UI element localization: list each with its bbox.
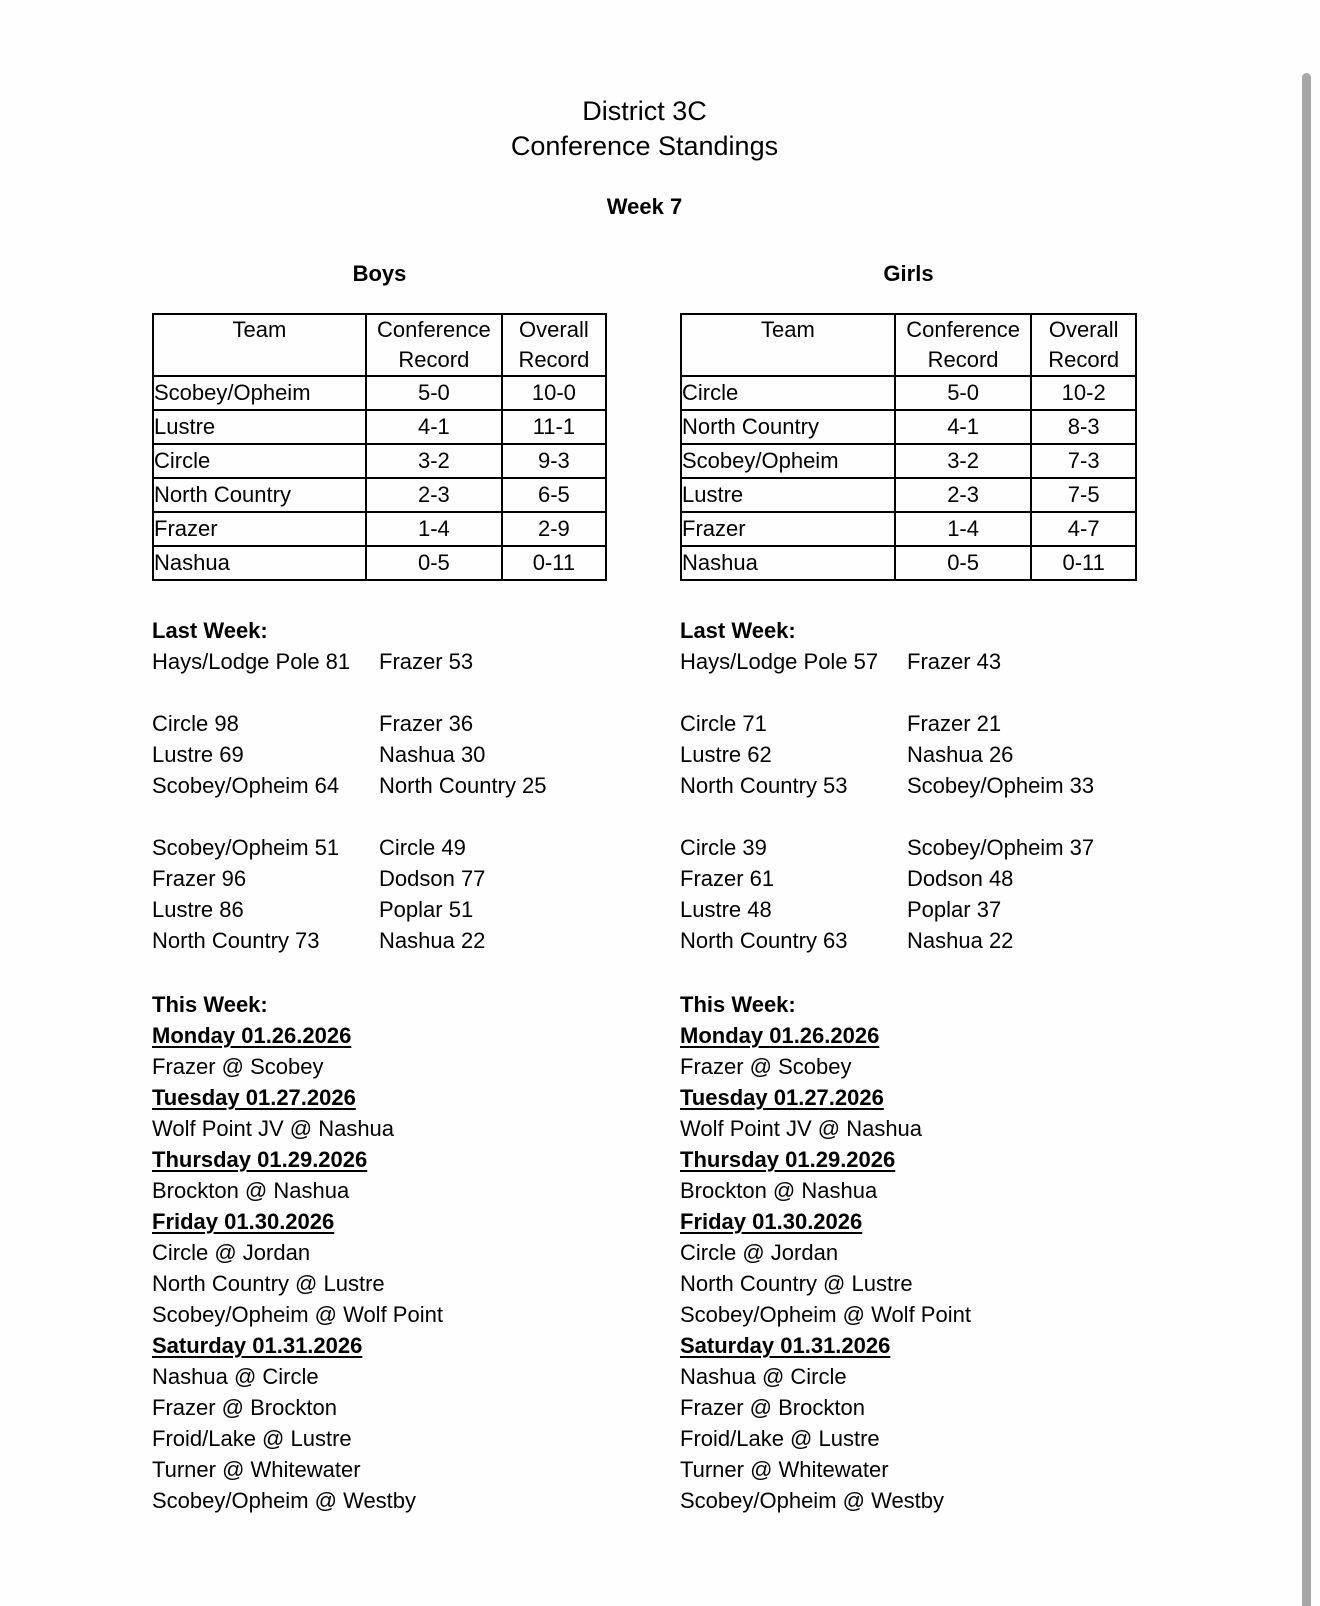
two-column-layout <box>152 258 1137 1516</box>
column-header-conference-record: Conference Record <box>366 314 502 376</box>
game-result <box>152 925 607 956</box>
team-name: North Country <box>153 478 366 512</box>
result-team-b: Nashua 30 <box>379 742 486 767</box>
boys-heading: Boys <box>352 261 407 286</box>
schedule-date: Monday 01.26.2026 <box>680 1023 880 1048</box>
overall-record: 7-3 <box>1031 444 1136 478</box>
result-team-b: Dodson 77 <box>379 866 486 891</box>
schedule-date: Friday 01.30.2026 <box>680 1209 863 1234</box>
overall-record: 10-0 <box>502 376 606 410</box>
game-result <box>680 770 1137 801</box>
overall-record: 11-1 <box>502 410 606 444</box>
result-team-b: Nashua 22 <box>379 928 486 953</box>
table-row <box>153 478 606 512</box>
game-result <box>680 739 1137 770</box>
team-name: Nashua <box>681 546 895 580</box>
schedule-date: Thursday 01.29.2026 <box>680 1147 896 1172</box>
spacer <box>680 677 1137 708</box>
conference-record: 1-4 <box>895 512 1032 546</box>
overall-record: 8-3 <box>1031 410 1136 444</box>
result-team-b: Frazer 53 <box>379 649 474 674</box>
column-header-overall-record: Overall Record <box>502 314 606 376</box>
schedule-date: Saturday 01.31.2026 <box>680 1333 891 1358</box>
overall-record: 4-7 <box>1031 512 1136 546</box>
table-header-row <box>681 314 1136 376</box>
scrollbar-thumb[interactable] <box>1302 73 1311 1606</box>
title-block <box>152 94 1137 164</box>
conference-record: 4-1 <box>895 410 1032 444</box>
schedule-game: Froid/Lake @ Lustre <box>680 1426 880 1451</box>
game-result <box>680 925 1137 956</box>
result-team-a: Scobey/Opheim 64 <box>152 773 340 798</box>
schedule-game: Frazer @ Scobey <box>152 1054 324 1079</box>
result-team-a: North Country 63 <box>680 928 848 953</box>
overall-record: 0-11 <box>1031 546 1136 580</box>
result-team-b: Frazer 21 <box>907 711 1002 736</box>
team-name: Circle <box>681 376 895 410</box>
game-result <box>152 739 607 770</box>
schedule-game: Circle @ Jordan <box>152 1240 311 1265</box>
schedule-date: Thursday 01.29.2026 <box>152 1147 368 1172</box>
spacer <box>152 677 607 708</box>
team-name: North Country <box>681 410 895 444</box>
conference-record: 3-2 <box>366 444 502 478</box>
schedule-date: Tuesday 01.27.2026 <box>152 1085 356 1110</box>
schedule-game: Nashua @ Circle <box>152 1364 319 1389</box>
spacer <box>680 801 1137 832</box>
result-team-b: Nashua 26 <box>907 742 1014 767</box>
result-team-b: Nashua 22 <box>907 928 1014 953</box>
table-row <box>153 444 606 478</box>
game-result <box>152 646 607 677</box>
overall-record: 7-5 <box>1031 478 1136 512</box>
schedule-date: Monday 01.26.2026 <box>152 1023 352 1048</box>
schedule-game: North Country @ Lustre <box>680 1271 913 1296</box>
game-result <box>680 708 1137 739</box>
table-row <box>681 444 1136 478</box>
game-result <box>680 832 1137 863</box>
table-row <box>681 376 1136 410</box>
table-header-row <box>153 314 606 376</box>
table-row <box>681 478 1136 512</box>
schedule-game: Brockton @ Nashua <box>680 1178 878 1203</box>
week-label: Week 7 <box>606 194 683 219</box>
conference-record: 2-3 <box>895 478 1032 512</box>
result-team-b: Scobey/Opheim 37 <box>907 835 1095 860</box>
last-week-section <box>152 615 607 956</box>
result-team-a: Lustre 48 <box>680 897 772 922</box>
last-week-label: Last Week: <box>152 618 268 643</box>
schedule-game: Circle @ Jordan <box>680 1240 839 1265</box>
schedule-game: Scobey/Opheim @ Westby <box>680 1488 945 1513</box>
result-team-b: Poplar 51 <box>379 897 474 922</box>
result-team-a: Lustre 69 <box>152 742 244 767</box>
result-team-a: Circle 39 <box>680 835 767 860</box>
page-subtitle: Conference Standings <box>510 131 779 161</box>
team-name: Nashua <box>153 546 366 580</box>
result-team-b: Frazer 43 <box>907 649 1002 674</box>
game-result <box>152 894 607 925</box>
result-team-b: Dodson 48 <box>907 866 1014 891</box>
column-header-team: Team <box>153 314 366 376</box>
schedule-game: Turner @ Whitewater <box>680 1457 889 1482</box>
table-row <box>153 410 606 444</box>
last-week-section <box>680 615 1137 956</box>
team-name: Frazer <box>153 512 366 546</box>
result-team-a: North Country 53 <box>680 773 848 798</box>
overall-record: 10-2 <box>1031 376 1136 410</box>
result-team-b: Poplar 37 <box>907 897 1002 922</box>
conference-record: 3-2 <box>895 444 1032 478</box>
result-team-a: Circle 71 <box>680 711 767 736</box>
schedule-game: Nashua @ Circle <box>680 1364 847 1389</box>
boys-column <box>152 258 607 1516</box>
schedule-game: Frazer @ Brockton <box>152 1395 337 1420</box>
last-week-label: Last Week: <box>680 618 796 643</box>
schedule-game: Frazer @ Scobey <box>680 1054 852 1079</box>
conference-record: 4-1 <box>366 410 502 444</box>
schedule-game: Scobey/Opheim @ Wolf Point <box>680 1302 971 1327</box>
table-row <box>153 546 606 580</box>
this-week-label: This Week: <box>680 992 796 1017</box>
result-team-a: Lustre 86 <box>152 897 244 922</box>
schedule-date: Saturday 01.31.2026 <box>152 1333 363 1358</box>
this-week-section <box>680 989 1137 1516</box>
result-team-a: Hays/Lodge Pole 57 <box>680 649 879 674</box>
result-team-a: North Country 73 <box>152 928 320 953</box>
game-result <box>152 863 607 894</box>
game-result <box>680 646 1137 677</box>
page-title: District 3C <box>582 96 707 126</box>
schedule-game: Wolf Point JV @ Nashua <box>680 1116 923 1141</box>
spacer <box>152 801 607 832</box>
schedule-game: North Country @ Lustre <box>152 1271 385 1296</box>
schedule-date: Tuesday 01.27.2026 <box>680 1085 884 1110</box>
result-team-a: Frazer 61 <box>680 866 775 891</box>
column-header-team: Team <box>681 314 895 376</box>
conference-record: 5-0 <box>895 376 1032 410</box>
result-team-b: Frazer 36 <box>379 711 474 736</box>
column-header-overall-record: Overall Record <box>1031 314 1136 376</box>
schedule-game: Frazer @ Brockton <box>680 1395 865 1420</box>
game-result <box>152 708 607 739</box>
this-week-section <box>152 989 607 1516</box>
schedule-game: Scobey/Opheim @ Westby <box>152 1488 417 1513</box>
conference-record: 5-0 <box>366 376 502 410</box>
table-row <box>681 410 1136 444</box>
result-team-a: Lustre 62 <box>680 742 772 767</box>
girls-standings-table <box>680 313 1137 581</box>
schedule-game: Wolf Point JV @ Nashua <box>152 1116 395 1141</box>
table-row <box>153 376 606 410</box>
conference-record: 0-5 <box>895 546 1032 580</box>
schedule-game: Brockton @ Nashua <box>152 1178 350 1203</box>
team-name: Lustre <box>681 478 895 512</box>
game-result <box>680 863 1137 894</box>
game-result <box>152 770 607 801</box>
girls-column <box>680 258 1137 1516</box>
result-team-b: Scobey/Opheim 33 <box>907 773 1095 798</box>
conference-record: 2-3 <box>366 478 502 512</box>
result-team-a: Scobey/Opheim 51 <box>152 835 340 860</box>
result-team-a: Frazer 96 <box>152 866 247 891</box>
column-header-conference-record: Conference Record <box>895 314 1032 376</box>
game-result <box>152 832 607 863</box>
team-name: Circle <box>153 444 366 478</box>
table-row <box>153 512 606 546</box>
table-row <box>681 546 1136 580</box>
overall-record: 0-11 <box>502 546 606 580</box>
team-name: Scobey/Opheim <box>153 376 366 410</box>
team-name: Lustre <box>153 410 366 444</box>
game-result <box>680 894 1137 925</box>
team-name: Frazer <box>681 512 895 546</box>
schedule-game: Scobey/Opheim @ Wolf Point <box>152 1302 443 1327</box>
schedule-game: Turner @ Whitewater <box>152 1457 361 1482</box>
schedule-game: Froid/Lake @ Lustre <box>152 1426 352 1451</box>
schedule-date: Friday 01.30.2026 <box>152 1209 335 1234</box>
team-name: Scobey/Opheim <box>681 444 895 478</box>
conference-record: 1-4 <box>366 512 502 546</box>
result-team-b: North Country 25 <box>379 773 547 798</box>
girls-heading: Girls <box>883 261 934 286</box>
result-team-a: Hays/Lodge Pole 81 <box>152 649 351 674</box>
result-team-a: Circle 98 <box>152 711 239 736</box>
conference-record: 0-5 <box>366 546 502 580</box>
overall-record: 6-5 <box>502 478 606 512</box>
table-row <box>681 512 1136 546</box>
result-team-b: Circle 49 <box>379 835 466 860</box>
overall-record: 9-3 <box>502 444 606 478</box>
boys-standings-table <box>152 313 607 581</box>
this-week-label: This Week: <box>152 992 268 1017</box>
overall-record: 2-9 <box>502 512 606 546</box>
